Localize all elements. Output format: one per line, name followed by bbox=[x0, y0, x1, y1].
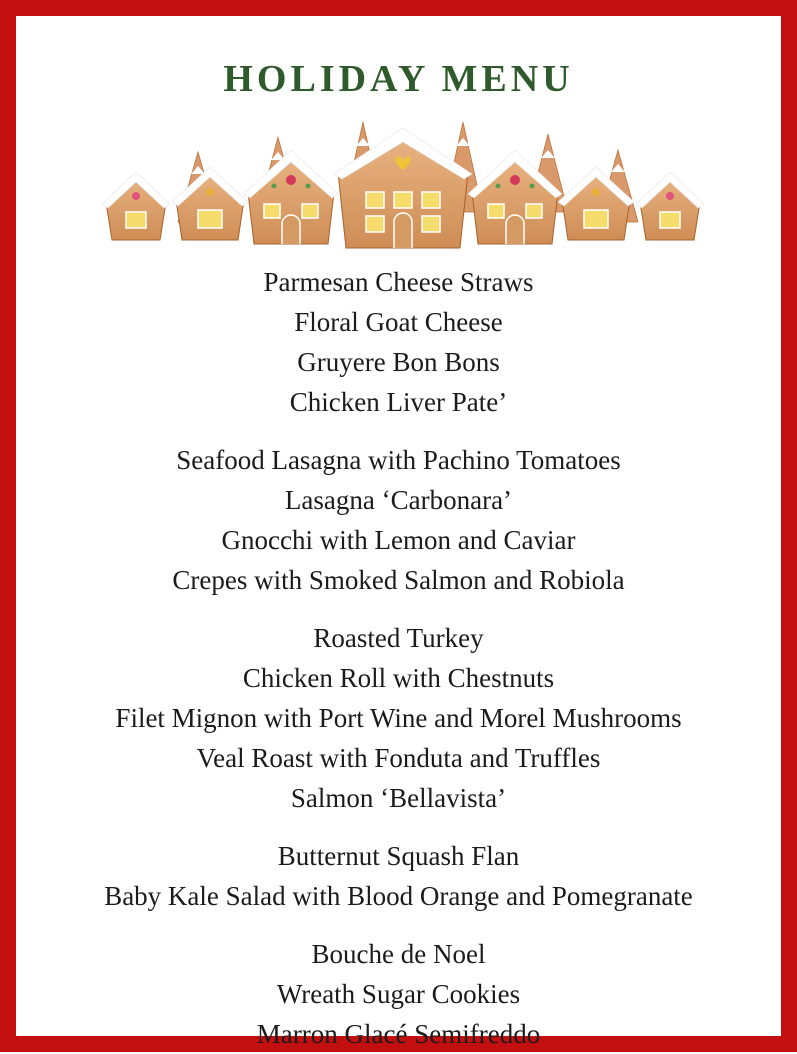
section-gap bbox=[16, 422, 781, 440]
menu-item: Roasted Turkey bbox=[313, 623, 484, 653]
menu-item: Filet Mignon with Port Wine and Morel Mushrooms bbox=[115, 703, 682, 733]
section-gap bbox=[16, 916, 781, 934]
menu-item: Chicken Liver Pate’ bbox=[289, 387, 508, 417]
menu-item: Wreath Sugar Cookies bbox=[276, 979, 521, 1009]
menu-item: Seafood Lasagna with Pachino Tomatoes bbox=[176, 445, 621, 475]
menu-item: Gnocchi with Lemon and Caviar bbox=[221, 525, 576, 555]
menu-list bbox=[16, 262, 781, 1054]
section-gap bbox=[16, 818, 781, 836]
menu-item: Bouche de Noel bbox=[311, 939, 486, 969]
menu-item: Parmesan Cheese Straws bbox=[263, 267, 534, 297]
menu-item: Gruyere Bon Bons bbox=[297, 347, 500, 377]
menu-item: Veal Roast with Fonduta and Truffles bbox=[196, 743, 601, 773]
menu-item: Crepes with Smoked Salmon and Robiola bbox=[172, 565, 625, 595]
menu-item: Baby Kale Salad with Blood Orange and Pomegranate bbox=[104, 881, 693, 911]
section-gap bbox=[16, 600, 781, 618]
menu-item: Butternut Squash Flan bbox=[277, 841, 520, 871]
menu-item: Marron Glacé Semifreddo bbox=[256, 1019, 541, 1049]
gingerbread-village-illustration bbox=[98, 112, 718, 262]
menu-item: Floral Goat Cheese bbox=[294, 307, 503, 337]
menu-item: Lasagna ‘Carbonara’ bbox=[284, 485, 513, 515]
menu-item: Salmon ‘Bellavista’ bbox=[290, 783, 507, 813]
menu-item: Chicken Roll with Chestnuts bbox=[242, 663, 555, 693]
menu-title: HOLIDAY MENU bbox=[223, 58, 574, 100]
